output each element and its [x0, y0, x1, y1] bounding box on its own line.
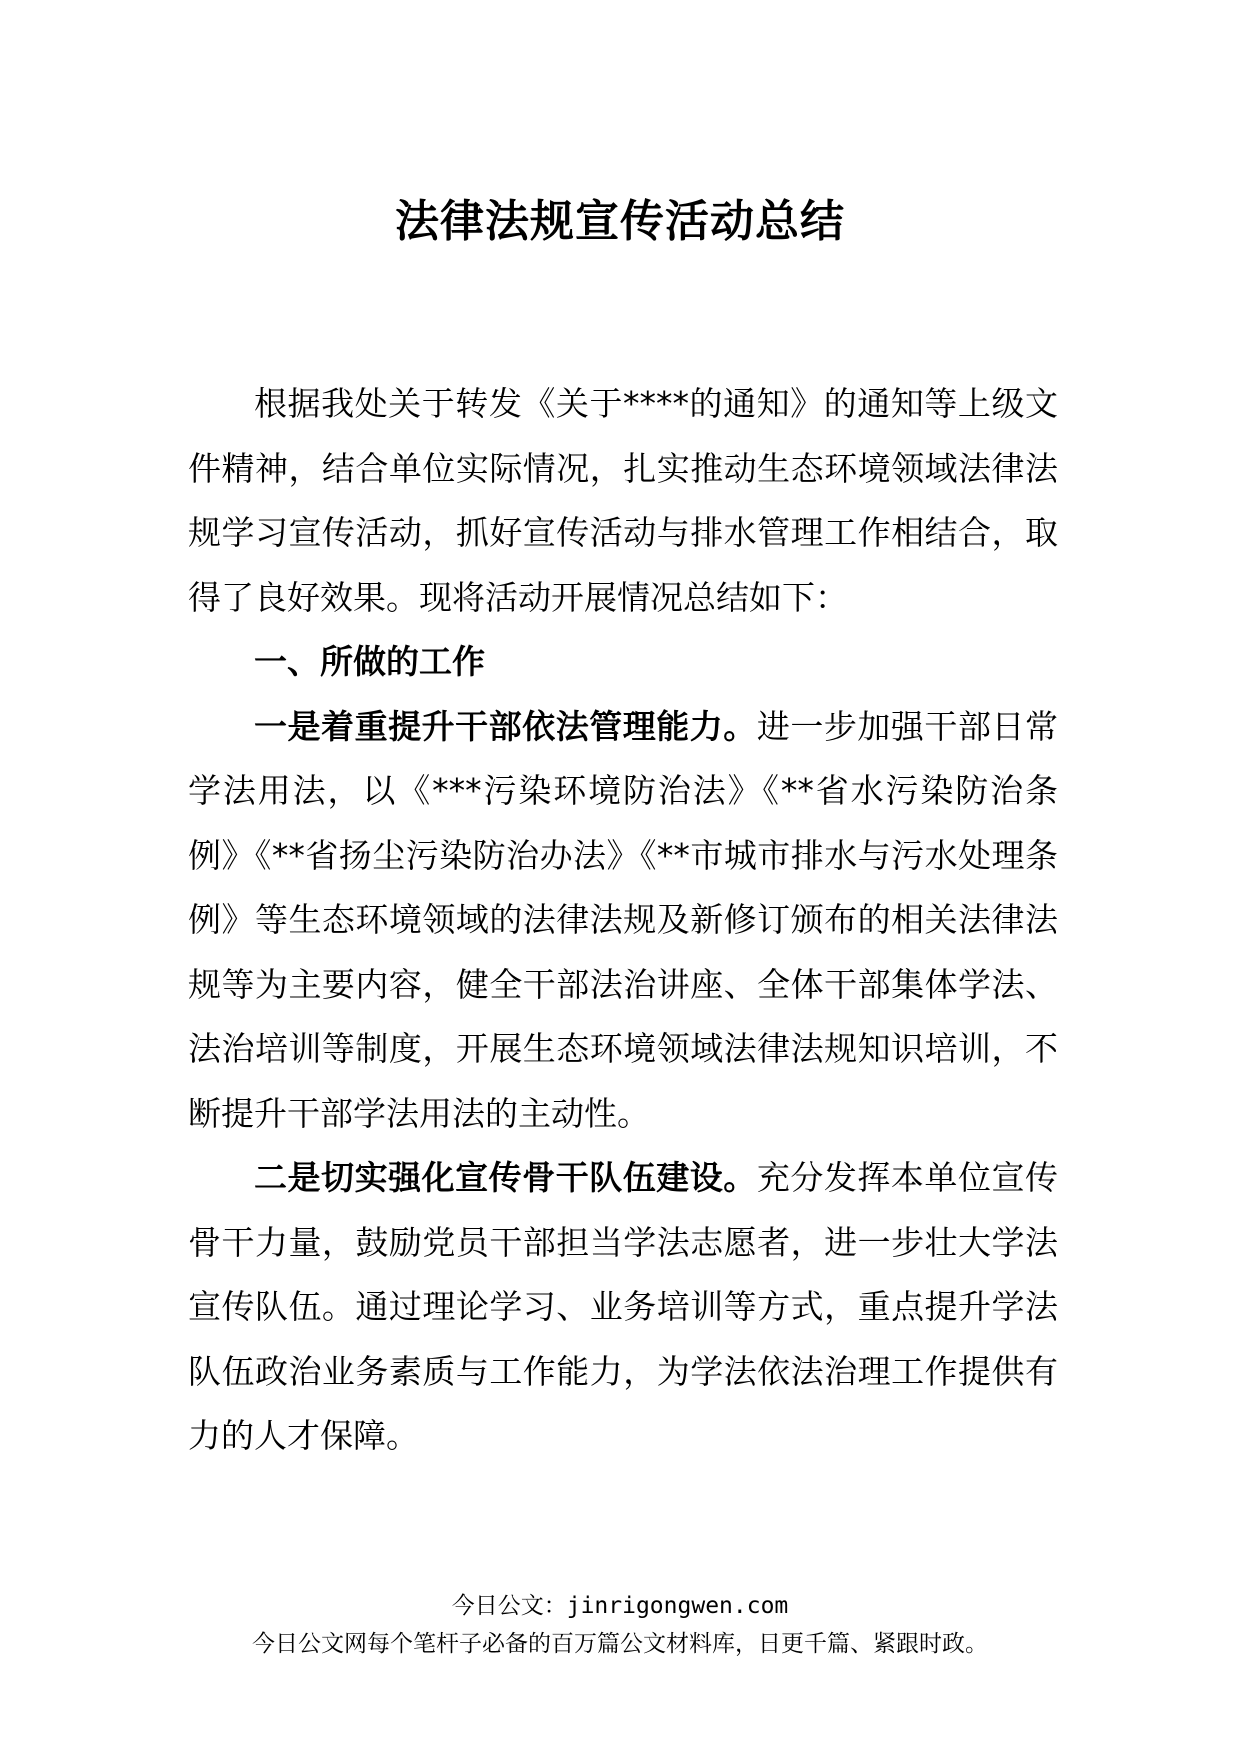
intro-paragraph: 根据我处关于转发《关于****的通知》的通知等上级文件精神，结合单位实际情况，扎实推动生态环境领域法律法规学习宣传活动，抓好宣传活动与排水管理工作相结合，取得了良好效果。现将活动开展情况总结如下： — [188, 384, 1058, 617]
document-body — [188, 372, 1058, 1469]
work-item-paragraph — [188, 1146, 1058, 1469]
footer-label: 今日公文： — [451, 1593, 567, 1619]
section-heading: 一、所做的工作 — [254, 642, 485, 681]
document-title: 法律法规宣传活动总结 — [395, 196, 845, 247]
footer-source — [0, 1590, 1240, 1622]
work-item-text: 充分发挥本单位宣传骨干力量，鼓励党员干部担当学法志愿者，进一步壮大学法宣传队伍。通过理论学习、业务培训等方式，重点提升学法队伍政治业务素质与工作能力，为学法依法治理工作提供有力的人才保障。 — [188, 1158, 1059, 1455]
work-item-paragraph — [188, 695, 1058, 1147]
footer-slogan: 今日公文网每个笔杆子必备的百万篇公文材料库，日更千篇、紧跟时政。 — [252, 1631, 988, 1657]
work-item-text: 进一步加强干部日常学法用法，以《***污染环境防治法》《**省水污染防治条例》《**省扬尘污染防治办法》《**市城市排水与污水处理条例》等生态环境领域的法律法规及新修订颁布的相关法律法规等为主要内容，健全干部法治讲座、全体干部集体学法、法治培训等制度，开展生态环境领域法律法规知识培训，不断提升干部学法用法的主动性。 — [188, 706, 1059, 1133]
work-item-lead: 二是切实强化宣传骨干队伍建设。 — [254, 1158, 757, 1197]
footer-site-link[interactable]: jinrigongwen.com — [566, 1593, 789, 1619]
work-item-lead: 一是着重提升干部依法管理能力。 — [254, 706, 757, 746]
